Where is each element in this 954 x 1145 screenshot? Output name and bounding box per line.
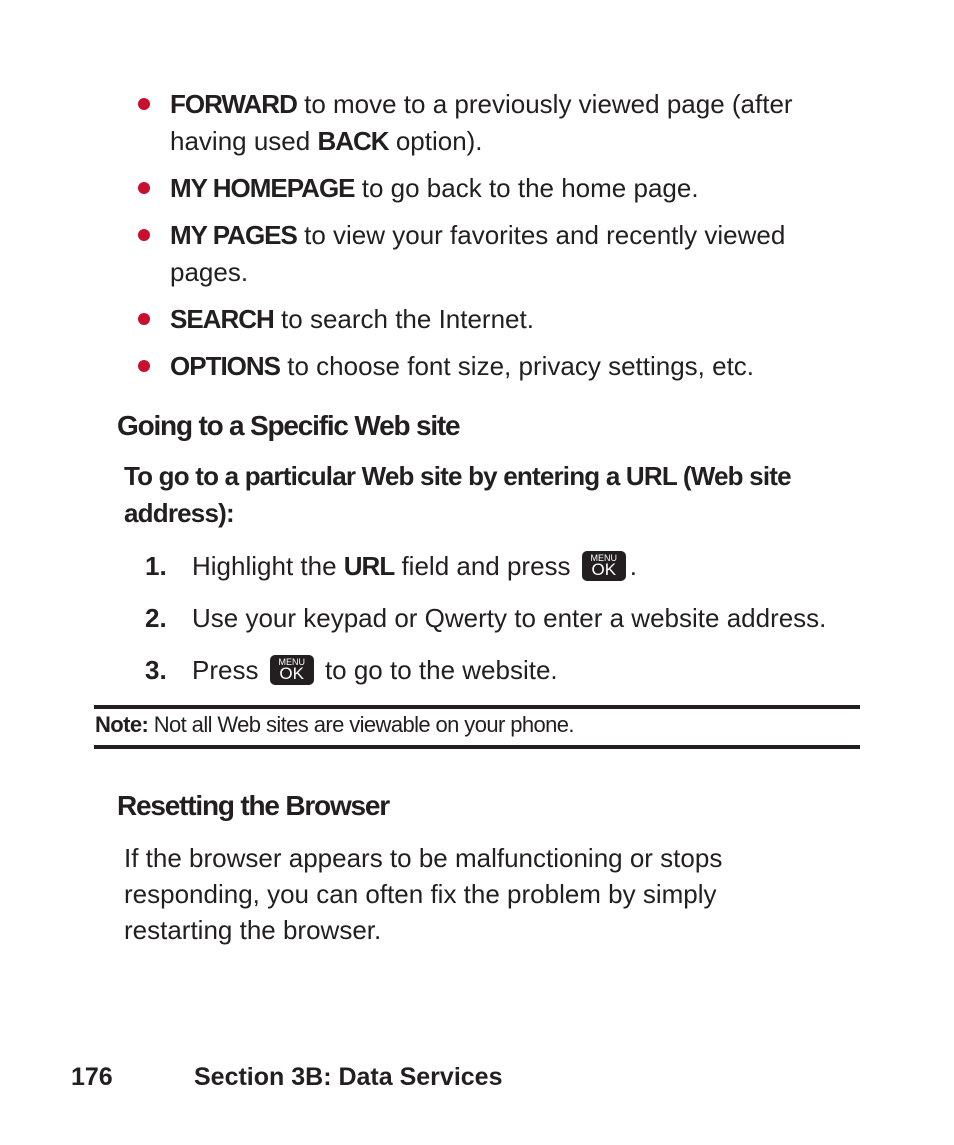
description: option). bbox=[395, 126, 483, 156]
bullet-list bbox=[137, 86, 857, 395]
term: OPTIONS bbox=[170, 351, 281, 381]
key-ok-label: OK bbox=[279, 664, 304, 684]
step-item bbox=[145, 546, 865, 586]
term: URL bbox=[343, 551, 395, 581]
bullet-dot bbox=[138, 229, 150, 241]
menu-ok-key-icon bbox=[270, 655, 314, 685]
procedure-intro: To go to a particular Web site by entering a URL (Web site address): bbox=[124, 461, 791, 528]
description: to view your favorites and recently viewed pages. bbox=[170, 220, 786, 287]
step-text: Highlight the bbox=[192, 551, 337, 581]
term: MY HOMEPAGE bbox=[170, 173, 355, 203]
term: SEARCH bbox=[170, 304, 274, 334]
note-text: Not all Web sites are viewable on your phone. bbox=[153, 712, 574, 737]
note-label: Note: bbox=[95, 712, 149, 737]
list-item bbox=[137, 348, 857, 385]
body-paragraph: If the browser appears to be malfunctioning or stops responding, you can often fix the problem by simply restarting the browser. bbox=[124, 843, 723, 945]
list-item bbox=[137, 86, 857, 160]
description: to search the Internet. bbox=[281, 304, 534, 334]
key-menu-label: MENU bbox=[278, 657, 305, 668]
bullet-dot bbox=[138, 313, 150, 325]
description: to choose font size, privacy settings, etc. bbox=[287, 351, 755, 381]
menu-ok-key-icon bbox=[582, 551, 626, 581]
step-text: Press bbox=[192, 655, 259, 685]
note bbox=[95, 709, 855, 741]
step-item bbox=[145, 598, 865, 638]
key-menu-label: MENU bbox=[590, 553, 618, 564]
section-heading: Going to a Specific Web site bbox=[117, 410, 460, 441]
step-text: . bbox=[629, 551, 638, 581]
step-text: Use your keypad or Qwerty to enter a website address. bbox=[192, 603, 827, 633]
list-item bbox=[137, 217, 857, 291]
note-rule-bottom bbox=[94, 745, 860, 749]
bullet-dot bbox=[138, 182, 150, 194]
section-footer: Section 3B: Data Services bbox=[194, 1063, 503, 1091]
step-text: field and press bbox=[401, 551, 571, 581]
section-heading: Resetting the Browser bbox=[117, 790, 389, 821]
bullet-dot bbox=[138, 98, 150, 110]
step-number: 2. bbox=[145, 603, 167, 633]
page-number: 176 bbox=[71, 1063, 113, 1091]
list-item bbox=[137, 170, 857, 207]
key-ok-label: OK bbox=[591, 560, 617, 580]
step-item bbox=[145, 650, 865, 690]
list-item bbox=[137, 301, 857, 338]
step-number: 3. bbox=[145, 655, 167, 685]
step-list bbox=[145, 546, 865, 702]
bullet-dot bbox=[138, 360, 150, 372]
term: BACK bbox=[317, 126, 389, 156]
step-number: 1. bbox=[145, 551, 167, 581]
step-text: to go to the website. bbox=[324, 655, 558, 685]
term: MY PAGES bbox=[170, 220, 297, 250]
term: FORWARD bbox=[170, 89, 297, 119]
description: to go back to the home page. bbox=[361, 173, 699, 203]
description: to move to a previously viewed page (after having used bbox=[170, 89, 793, 156]
